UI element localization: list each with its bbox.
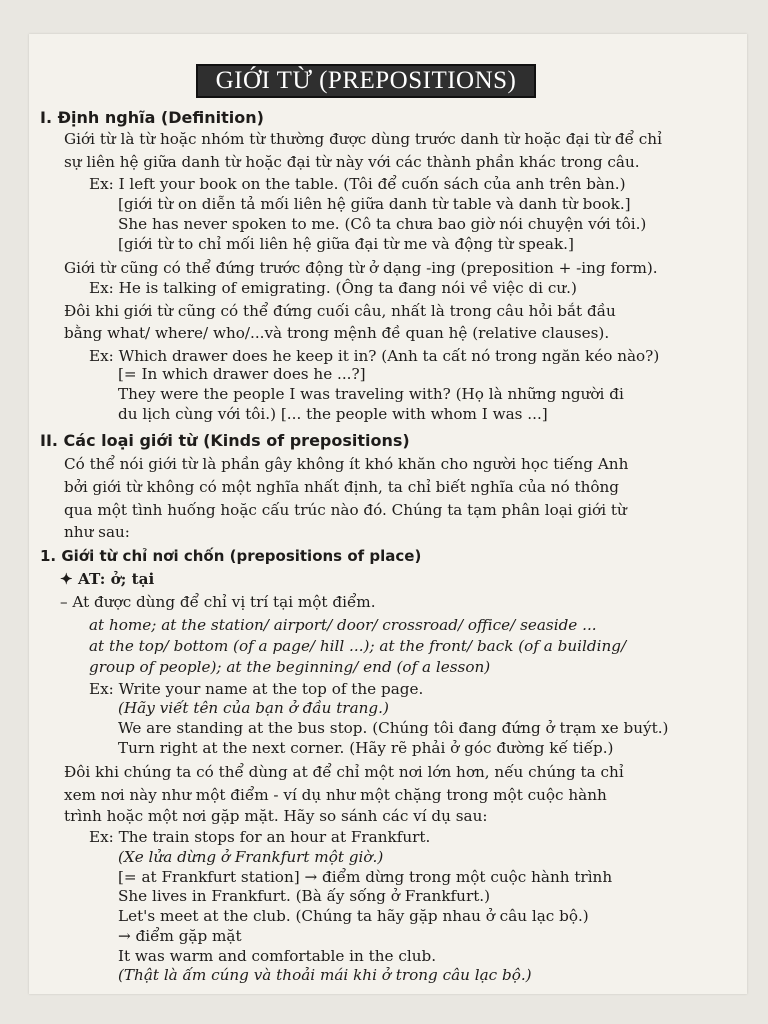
text-line: Đôi khi giới từ cũng có thể đứng cuối câu, nhất là trong câu hỏi bắt đầu xyxy=(64,302,616,320)
text-line: – At được dùng để chỉ vị trí tại một điểm. xyxy=(60,593,376,611)
text-line: Giới từ cũng có thể đứng trước động từ ở dạng -ing (preposition + -ing form). xyxy=(64,259,658,277)
example-line: Ex: I left your book on the table. (Tôi để cuốn sách của anh trên bàn.) xyxy=(89,175,626,193)
text-line: xem nơi này như một điểm - ví dụ như một chặng trong một cuộc hành xyxy=(64,786,607,804)
text-line: bằng what/ where/ who/...và trong mệnh đề quan hệ (relative clauses). xyxy=(64,324,610,342)
text-line: sự liên hệ giữa danh từ hoặc đại từ này với các thành phần khác trong câu. xyxy=(64,153,640,171)
text-line: Let's meet at the club. (Chúng ta hãy gặp nhau ở câu lạc bộ.) xyxy=(118,907,589,925)
text-line: It was warm and comfortable in the club. xyxy=(118,947,437,965)
text-line: Giới từ là từ hoặc nhóm từ thường được dùng trước danh từ hoặc đại từ để chỉ xyxy=(64,130,662,148)
section-heading-kinds: II. Các loại giới từ (Kinds of prepositions) xyxy=(40,431,410,450)
text-line: (Xe lửa dừng ở Frankfurt một giờ.) xyxy=(118,848,384,866)
text-line: Turn right at the next corner. (Hãy rẽ phải ở góc đường kế tiếp.) xyxy=(118,739,614,757)
text-line: trình hoặc một nơi gặp mặt. Hãy so sánh các ví dụ sau: xyxy=(64,807,488,825)
text-line: We are standing at the bus stop. (Chúng tôi đang đứng ở trạm xe buýt.) xyxy=(118,719,669,737)
text-line: [= In which drawer does he ...?] xyxy=(118,365,366,383)
at-label: ✦ AT: ở; tại xyxy=(60,570,155,588)
text-line: qua một tình huống hoặc cấu trúc nào đó. Chúng ta tạm phân loại giới từ xyxy=(64,501,627,519)
text-line: [= at Frankfurt station] → điểm dừng trong một cuộc hành trình xyxy=(118,868,613,886)
example-line: Ex: Which drawer does he keep it in? (Anh ta cất nó trong ngăn kéo nào?) xyxy=(89,347,660,365)
text-line: She lives in Frankfurt. (Bà ấy sống ở Frankfurt.) xyxy=(118,887,491,905)
text-line: [giới từ on diễn tả mối liên hệ giữa danh từ table và danh từ book.] xyxy=(118,195,631,213)
text-line: (Thật là ấm cúng và thoải mái khi ở trong câu lạc bộ.) xyxy=(118,966,532,984)
text-line: at the top/ bottom (of a page/ hill ...); at the front/ back (of a building/ xyxy=(89,637,627,655)
text-line: như sau: xyxy=(64,523,130,541)
text-line: Đôi khi chúng ta có thể dùng at để chỉ một nơi lớn hơn, nếu chúng ta chỉ xyxy=(64,763,624,781)
example-line: Ex: He is talking of emigrating. (Ông ta đang nói về việc di cư.) xyxy=(89,279,577,297)
text-line: group of people); at the beginning/ end (of a lesson) xyxy=(89,658,491,676)
text-line: Có thể nói giới từ là phần gây không ít khó khăn cho người học tiếng Anh xyxy=(64,455,629,473)
text-line: [giới từ to chỉ mối liên hệ giữa đại từ me và động từ speak.] xyxy=(118,235,574,253)
text-line: (Hãy viết tên của bạn ở đầu trang.) xyxy=(118,699,389,717)
text-line: She has never spoken to me. (Cô ta chưa bao giờ nói chuyện với tôi.) xyxy=(118,215,647,233)
example-line: Ex: Write your name at the top of the page. xyxy=(89,680,424,698)
text-line: at home; at the station/ airport/ door/ crossroad/ office/ seaside ... xyxy=(89,616,597,634)
text-line: bởi giới từ không có một nghĩa nhất định, ta chỉ biết nghĩa của nó thông xyxy=(64,478,619,496)
text-line: du lịch cùng với tôi.) [... the people with whom I was ...] xyxy=(118,405,548,423)
text-line: They were the people I was traveling with? (Họ là những người đi xyxy=(118,385,624,403)
example-line: Ex: The train stops for an hour at Frankfurt. xyxy=(89,828,431,846)
section-heading-definition: I. Định nghĩa (Definition) xyxy=(40,108,264,127)
subsection-heading-place: 1. Giới từ chỉ nơi chốn (prepositions of place) xyxy=(40,547,422,565)
text-line: → điểm gặp mặt xyxy=(118,927,242,945)
page-title: GIỚI TỪ (PREPOSITIONS) xyxy=(196,64,536,98)
